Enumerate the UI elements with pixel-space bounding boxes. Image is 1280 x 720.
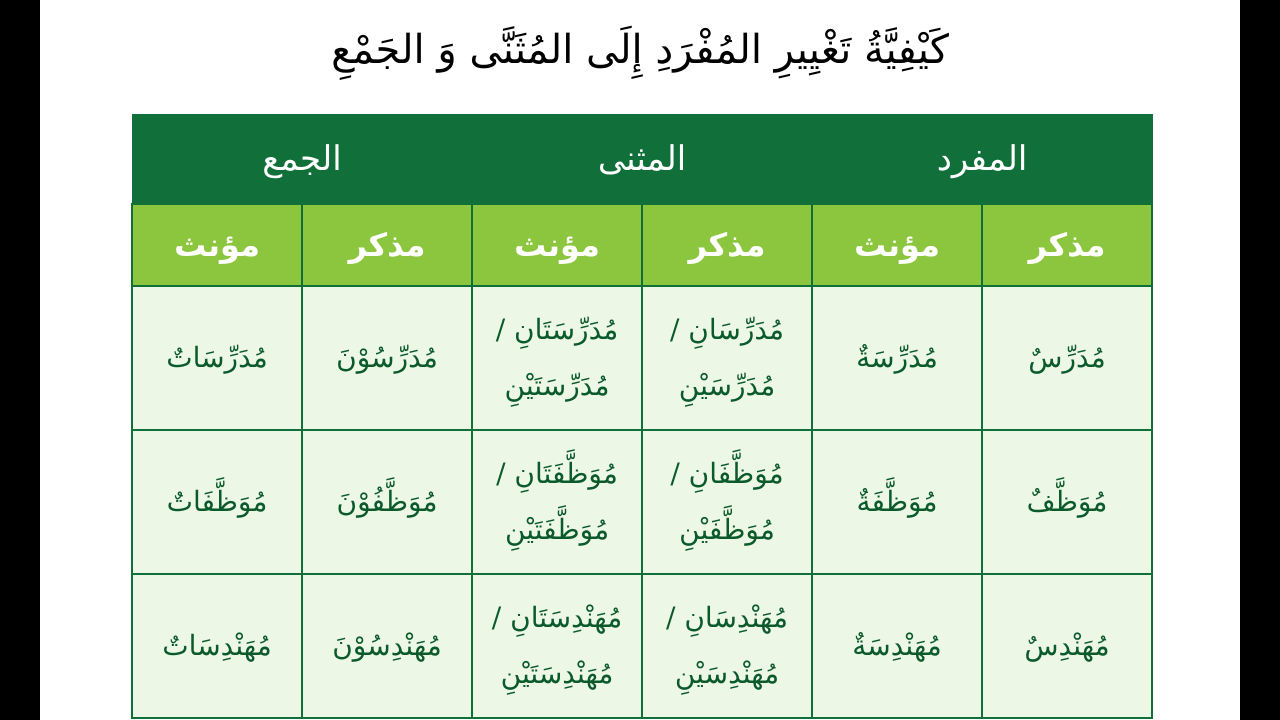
cell-dual-masculine bbox=[642, 574, 812, 718]
gender-header-feminine: مؤنث bbox=[472, 204, 642, 286]
dual-form-line: مُهَنْدِسَتَيْنِ bbox=[500, 657, 614, 690]
gender-header-masculine: مذكر bbox=[302, 204, 472, 286]
dual-form-line: مُوَظَّفَتَيْنِ bbox=[504, 513, 610, 546]
cell-singular-feminine: مُوَظَّفَةٌ bbox=[812, 430, 982, 574]
cell-plural-feminine: مُوَظَّفَاتٌ bbox=[132, 430, 302, 574]
gender-header-feminine: مؤنث bbox=[812, 204, 982, 286]
cell-singular-feminine: مُهَنْدِسَةٌ bbox=[812, 574, 982, 718]
cell-singular-masculine: مُوَظَّفٌ bbox=[982, 430, 1152, 574]
cell-plural-masculine: مُوَظَّفُوْنَ bbox=[302, 430, 472, 574]
dual-form-line: مُدَرِّسَتَيْنِ bbox=[504, 369, 610, 402]
dual-form-line: مُدَرِّسَتَانِ / bbox=[495, 313, 619, 346]
gender-header-masculine: مذكر bbox=[982, 204, 1152, 286]
group-header-singular: المفرد bbox=[812, 115, 1152, 205]
grammar-table bbox=[131, 114, 1153, 719]
group-header-plural: الجمع bbox=[132, 115, 472, 205]
group-header-dual: المثنى bbox=[472, 115, 812, 205]
cell-singular-masculine: مُدَرِّسٌ bbox=[982, 286, 1152, 430]
cell-dual-feminine bbox=[472, 286, 642, 430]
dual-form-line: مُوَظَّفَانِ / bbox=[670, 457, 784, 490]
dual-form-line: مُدَرِّسَيْنِ bbox=[678, 369, 776, 402]
slide-page bbox=[40, 0, 1240, 720]
dual-form-line: مُهَنْدِسَيْنِ bbox=[674, 657, 780, 690]
cell-singular-masculine: مُهَنْدِسٌ bbox=[982, 574, 1152, 718]
dual-form-line: مُدَرِّسَانِ / bbox=[669, 313, 785, 346]
cell-plural-feminine: مُهَنْدِسَاتٌ bbox=[132, 574, 302, 718]
cell-plural-masculine: مُدَرِّسُوْنَ bbox=[302, 286, 472, 430]
page-title: كَيْفِيَّةُ تَغْيِيرِ المُفْرَدِ إِلَى المُثَنَّى وَ الجَمْعِ bbox=[331, 27, 949, 73]
dual-form-line: مُوَظَّفَيْنِ bbox=[679, 513, 775, 546]
cell-dual-masculine bbox=[642, 286, 812, 430]
cell-dual-feminine bbox=[472, 574, 642, 718]
cell-dual-masculine bbox=[642, 430, 812, 574]
gender-header-feminine: مؤنث bbox=[132, 204, 302, 286]
dual-form-line: مُوَظَّفَتَانِ / bbox=[496, 457, 618, 490]
cell-singular-feminine: مُدَرِّسَةٌ bbox=[812, 286, 982, 430]
cell-plural-feminine: مُدَرِّسَاتٌ bbox=[132, 286, 302, 430]
table-gender-header-row bbox=[132, 204, 1152, 286]
cell-plural-masculine: مُهَنْدِسُوْنَ bbox=[302, 574, 472, 718]
dual-form-line: مُهَنْدِسَتَانِ / bbox=[491, 601, 623, 634]
cell-dual-feminine bbox=[472, 430, 642, 574]
table-row bbox=[132, 286, 1152, 430]
table-row bbox=[132, 574, 1152, 718]
table-row bbox=[132, 430, 1152, 574]
gender-header-masculine: مذكر bbox=[642, 204, 812, 286]
table-group-header-row bbox=[132, 115, 1152, 205]
dual-form-line: مُهَنْدِسَانِ / bbox=[666, 601, 788, 634]
